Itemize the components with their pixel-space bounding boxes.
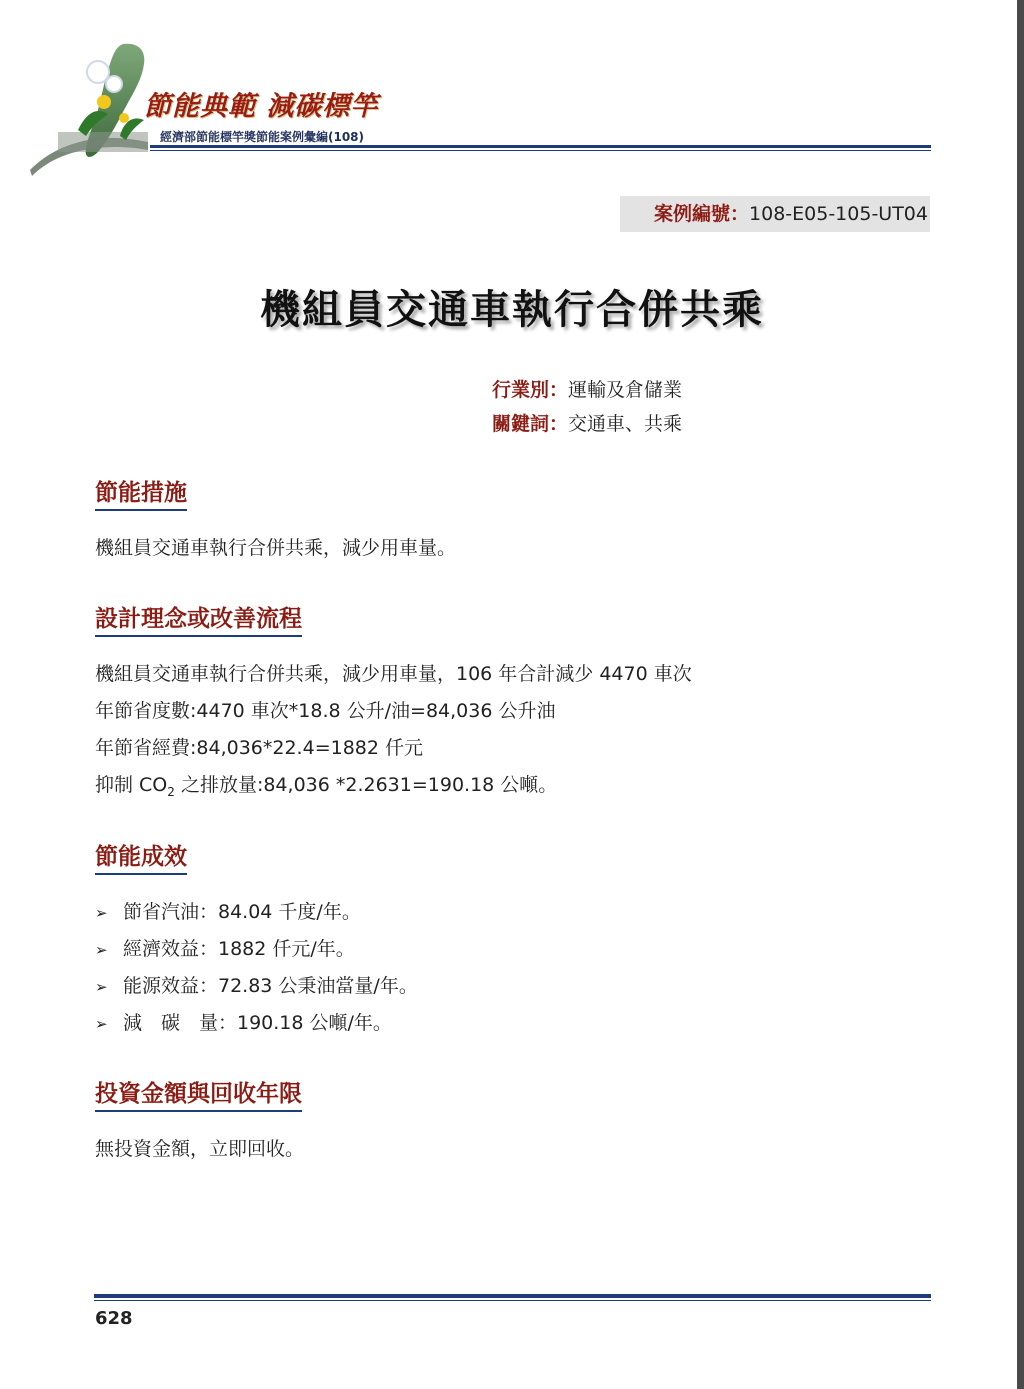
section-heading-design: 設計理念或改善流程 [95, 600, 302, 637]
page-number: 628 [95, 1308, 133, 1329]
co2-line [95, 770, 557, 799]
list-item [95, 1008, 392, 1035]
co2-subscript: 2 [167, 784, 175, 799]
section-heading-results: 節能成效 [95, 838, 187, 875]
series-subtitle: 經濟部節能標竿獎節能案例彙編(108) [160, 130, 365, 144]
design-line: 機組員交通車執行合併共乘，減少用車量，106 年合計減少 4470 車次 [95, 663, 692, 685]
arrow-bullet-icon: ➢ [95, 978, 108, 996]
co2-suffix: 之排放量:84,036 *2.2631=190.18 公噸。 [174, 774, 558, 796]
list-item [95, 934, 355, 961]
keywords-line [492, 409, 682, 436]
industry-value: 運輸及倉儲業 [568, 379, 683, 401]
arrow-bullet-icon: ➢ [95, 941, 108, 959]
result-text: 減 碳 量：190.18 公噸/年。 [123, 1012, 392, 1034]
case-number-label: 案例編號： [654, 203, 750, 225]
industry-label: 行業別： [492, 379, 569, 401]
measures-text: 機組員交通車執行合併共乘，減少用車量。 [95, 537, 457, 559]
result-text: 節省汽油：84.04 千度/年。 [123, 901, 361, 923]
arrow-bullet-icon: ➢ [95, 1015, 108, 1033]
investment-text: 無投資金額，立即回收。 [95, 1138, 305, 1160]
design-line: 年節省經費:84,036*22.4=1882 仟元 [95, 737, 424, 759]
design-line: 年節省度數:4470 車次*18.8 公升/油=84,036 公升油 [95, 700, 556, 722]
keywords-label: 關鍵詞： [492, 413, 569, 435]
arrow-bullet-icon: ➢ [95, 904, 108, 922]
brand-title: 節能典範 減碳標竿 [144, 91, 379, 122]
page-title: 機組員交通車執行合併共乘 [260, 287, 764, 333]
result-text: 能源效益：72.83 公秉油當量/年。 [123, 975, 418, 997]
footer-rule [94, 1294, 931, 1298]
footer-rule-thin [94, 1300, 931, 1301]
header-rule [150, 145, 931, 148]
case-number-box [620, 196, 930, 232]
section-heading-investment: 投資金額與回收年限 [95, 1075, 302, 1112]
list-item [95, 897, 361, 924]
co2-prefix: 抑制 CO [95, 774, 168, 796]
industry-line [492, 375, 682, 402]
section-heading-measures: 節能措施 [95, 474, 187, 511]
case-number-value: 108-E05-105-UT04 [749, 203, 928, 225]
header-rule-thin [150, 150, 931, 151]
list-item [95, 971, 418, 998]
result-text: 經濟效益：1882 仟元/年。 [123, 938, 355, 960]
page-edge-shadow [1017, 0, 1024, 1389]
keywords-value: 交通車、共乘 [568, 413, 683, 435]
